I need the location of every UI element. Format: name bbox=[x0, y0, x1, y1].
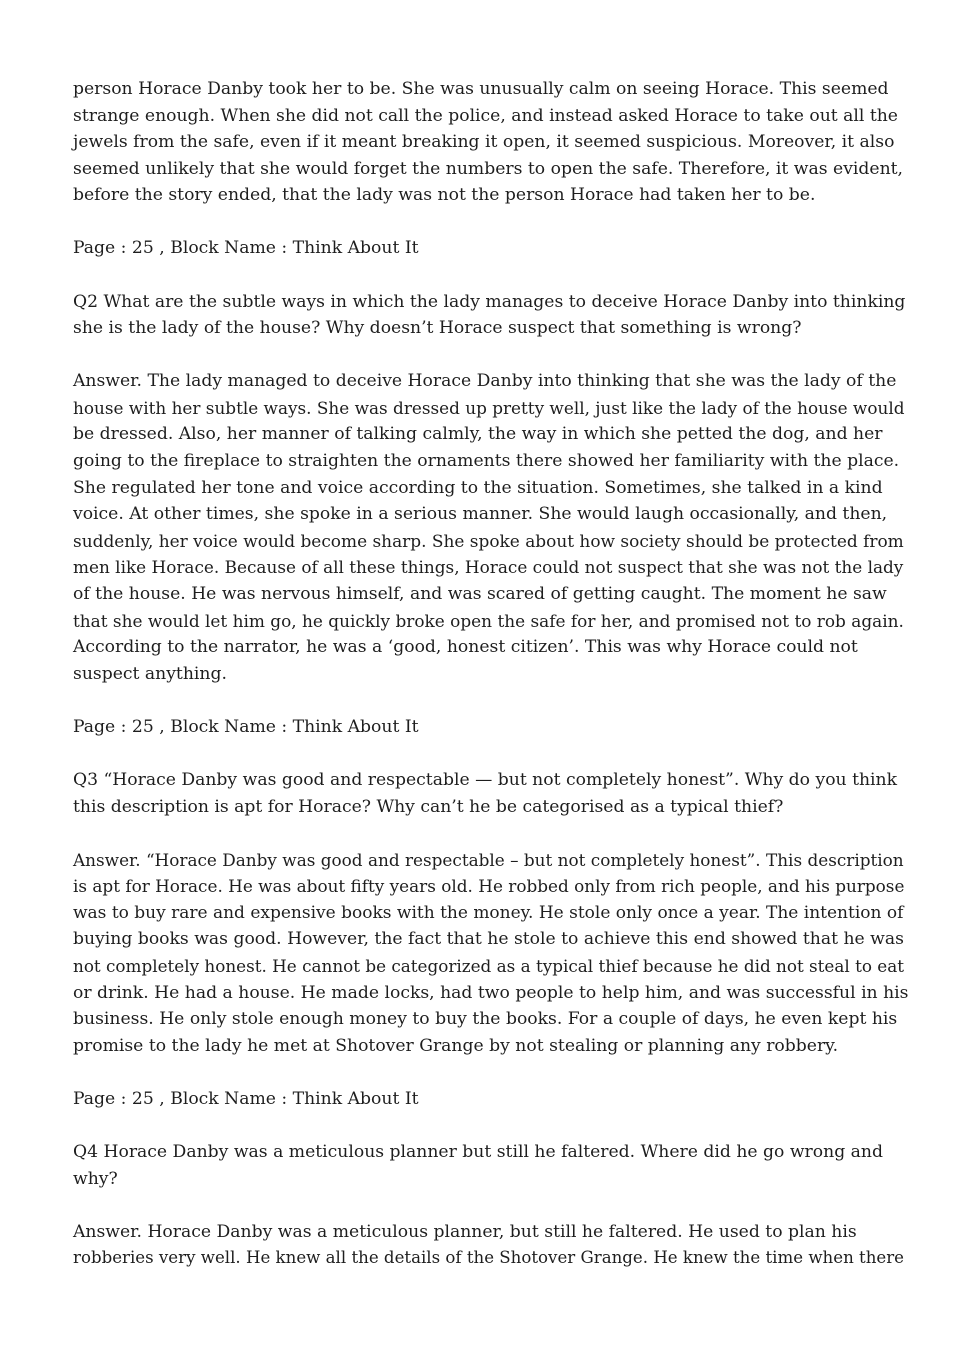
answer-q3 bbox=[73, 847, 908, 1060]
text-line: of the house. He was nervous himself, and was scared of getting caught. The moment he saw bbox=[73, 584, 887, 604]
answer-q2 bbox=[73, 368, 908, 687]
text-line: According to the narrator, he was a ‘good, honest citizen’. This was why Horace could not bbox=[73, 637, 858, 658]
text-line: Page : 25 , Block Name : Think About It bbox=[73, 238, 419, 259]
text-line: that she would let him go, he quickly broke open the safe for her, and promised not to rob again. bbox=[73, 610, 904, 631]
text-line: Answer. “Horace Danby was good and respectable – but not completely honest”. This description bbox=[73, 849, 904, 870]
text-line: this description is apt for Horace? Why can’t he be categorised as a typical thief? bbox=[73, 796, 784, 817]
text-line: is apt for Horace. He was about fifty years old. He robbed only from rich people, and his purpose bbox=[73, 876, 905, 897]
text-line: jewels from the safe, even if it meant breaking it open, it seemed suspicious. Moreover, it also bbox=[73, 132, 895, 153]
text-line: or drink. He had a house. He made locks, had two people to help him, and was successful in his bbox=[73, 982, 909, 1003]
text-line: voice. At other times, she spoke in a serious manner. She would laugh occasionally, and then, bbox=[73, 504, 888, 525]
page-reference bbox=[73, 1086, 908, 1113]
page-reference bbox=[73, 714, 908, 741]
document-page bbox=[73, 76, 908, 1298]
text-line: going to the fireplace to straighten the ornaments there showed her familiarity with the place. bbox=[73, 451, 900, 472]
text-line: she is the lady of the house? Why doesn’t Horace suspect that something is wrong? bbox=[73, 318, 802, 339]
text-line: Answer. The lady managed to deceive Horace Danby into thinking that she was the lady of the bbox=[73, 371, 897, 392]
text-line: robberies very well. He knew all the details of the Shotover Grange. He knew the time when there bbox=[73, 1248, 905, 1268]
question-q3 bbox=[73, 767, 908, 820]
text-line: Answer. Horace Danby was a meticulous planner, but still he faltered. He used to plan his bbox=[73, 1221, 857, 1242]
text-line: why? bbox=[73, 1168, 118, 1189]
text-line: seemed unlikely that she would forget the numbers to open the safe. Therefore, it was evident, bbox=[73, 158, 904, 179]
page-reference bbox=[73, 235, 908, 262]
text-line: Page : 25 , Block Name : Think About It bbox=[73, 716, 419, 737]
answer-continued-paragraph bbox=[73, 76, 908, 209]
text-line: She regulated her tone and voice according to the situation. Sometimes, she talked in a kind bbox=[73, 477, 883, 498]
question-q4 bbox=[73, 1139, 908, 1192]
text-line: Q4 Horace Danby was a meticulous planner but still he faltered. Where did he go wrong and bbox=[73, 1142, 883, 1162]
text-line: business. He only stole enough money to buy the books. For a couple of days, he even kept his bbox=[73, 1009, 898, 1030]
text-line: was to buy rare and expensive books with the money. He stole only once a year. The intention of bbox=[73, 902, 904, 923]
text-line: buying books was good. However, the fact that he stole to achieve this end showed that he was bbox=[73, 929, 904, 950]
answer-q4 bbox=[73, 1219, 908, 1272]
text-line: strange enough. When she did not call the police, and instead asked Horace to take out all the bbox=[73, 105, 898, 126]
text-line: not completely honest. He cannot be categorized as a typical thief because he did not steal to eat bbox=[73, 956, 905, 977]
text-line: be dressed. Also, her manner of talking calmly, the way in which she petted the dog, and her bbox=[73, 424, 883, 445]
text-line: before the story ended, that the lady was not the person Horace had taken her to be. bbox=[73, 185, 816, 206]
text-line: suspect anything. bbox=[73, 663, 227, 684]
text-line: men like Horace. Because of all these things, Horace could not suspect that she was not the lady bbox=[73, 557, 904, 578]
question-q2 bbox=[73, 289, 908, 342]
text-line: Q3 “Horace Danby was good and respectable — but not completely honest”. Why do you think bbox=[73, 769, 898, 790]
text-line: house with her subtle ways. She was dressed up pretty well, just like the lady of the house would bbox=[73, 397, 905, 418]
text-line: suddenly, her voice would become sharp. She spoke about how society should be protected from bbox=[73, 530, 904, 551]
text-line: Q2 What are the subtle ways in which the lady manages to deceive Horace Danby into thinking bbox=[73, 291, 906, 312]
text-line: promise to the lady he met at Shotover Grange by not stealing or planning any robbery. bbox=[73, 1035, 839, 1056]
text-line: Page : 25 , Block Name : Think About It bbox=[73, 1088, 419, 1109]
text-line: person Horace Danby took her to be. She was unusually calm on seeing Horace. This seemed bbox=[73, 79, 889, 99]
